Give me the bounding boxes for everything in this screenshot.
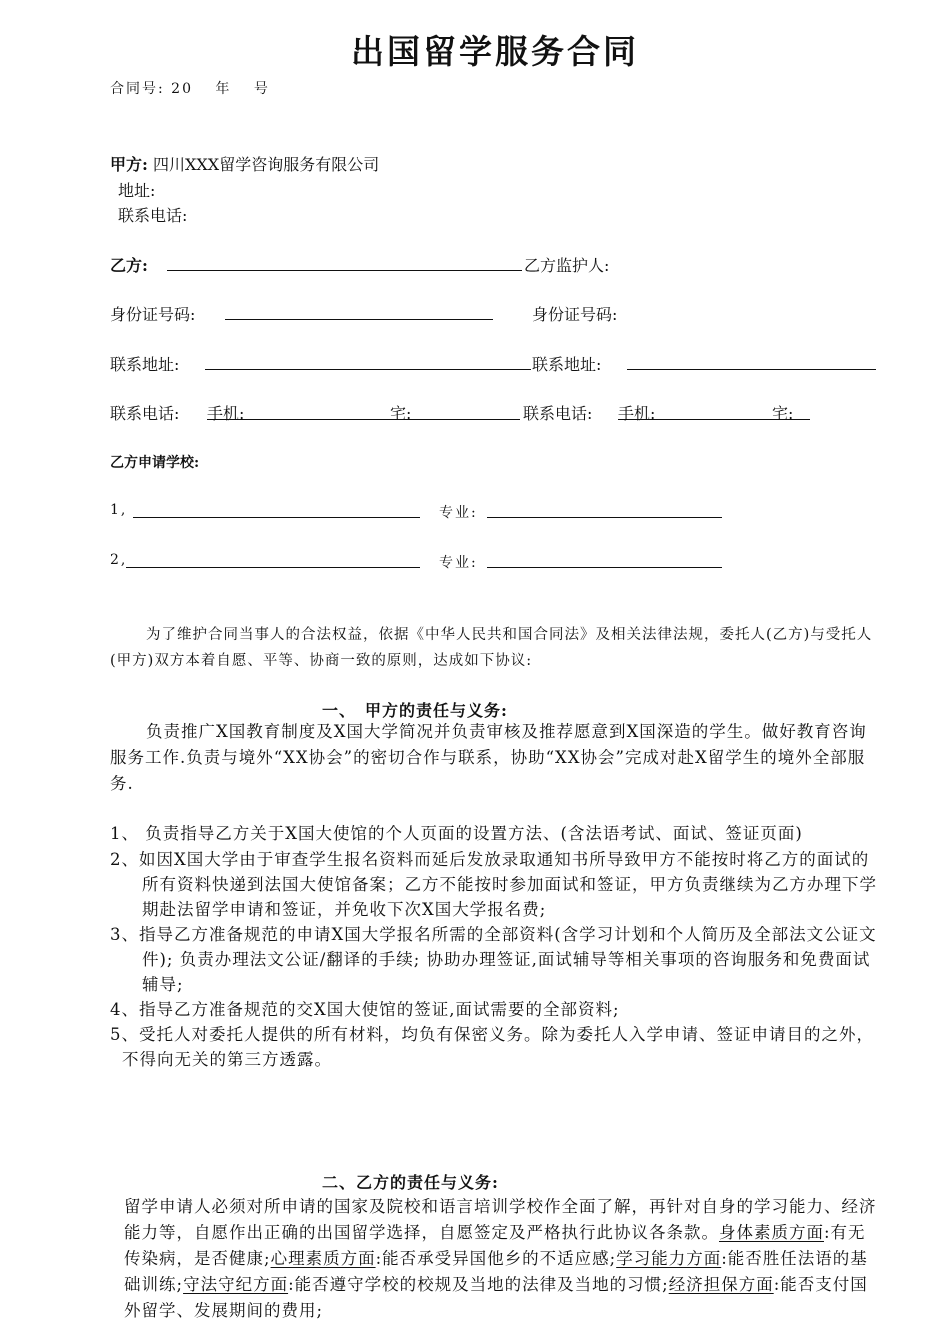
party-a-name: 四川XXX留学咨询服务有限公司	[153, 155, 380, 174]
section-1-item-4: 4、指导乙方准备规范的交X国大使馆的签证,面试需要的全部资料;	[110, 1000, 620, 1019]
term-psychological-desc: :能否承受异国他乡的不适应感;	[375, 1249, 617, 1268]
guardian-home-label: 宅:	[772, 404, 794, 423]
term-learning-desc: :能否胜任法语的基础训练;	[124, 1249, 868, 1294]
term-legal-desc: :能否遵守学校的校规及当地的法律及当地的习惯;	[288, 1275, 669, 1294]
term-learning: 学习能力方面	[616, 1249, 722, 1268]
party-a-line	[110, 152, 379, 175]
section-2-body	[124, 1194, 880, 1324]
school-2-major-label: 专业:	[439, 555, 478, 571]
party-b-mobile-label: 手机:	[207, 404, 245, 423]
guardian-phone-label: 联系电话:	[523, 404, 593, 423]
section-2-heading: 二、乙方的责任与义务:	[322, 1173, 499, 1192]
schools-heading: 乙方申请学校:	[110, 455, 200, 471]
school-2-field[interactable]	[126, 567, 420, 568]
section-1-item-2: 2、如因X国大学由于审查学生报名资料而延后发放录取通知书所导致甲方不能按时将乙方的面试的所有资料快递到法国大使馆备案；乙方不能按时参加面试和签证，甲方负责继续为乙方办理下学期赴法留学申请和签证，并免收下次X国大学报名费;	[110, 850, 877, 919]
term-psychological: 心理素质方面	[270, 1249, 376, 1268]
guardian-id-label: 身份证号码:	[532, 305, 618, 324]
party-b-phone-field[interactable]	[207, 419, 520, 420]
school-1-number: 1,	[110, 502, 128, 518]
party-a-label: 甲方:	[110, 155, 148, 174]
section-1-heading: 一、 甲方的责任与义务:	[322, 701, 508, 720]
party-b-name-field[interactable]	[167, 270, 522, 271]
party-b-id-field[interactable]	[225, 319, 493, 320]
school-1-major-field[interactable]	[487, 517, 722, 518]
contract-number: 合同号: 20 年 号	[110, 81, 270, 97]
section-2-intro: 留学申请人必须对所申请的国家及院校和语言培训学校作全面了解，再针对自身的学习能力、经济能力等，自愿作出正确的出国留学选择，自愿签定及严格执行此协议各条款。	[124, 1197, 877, 1242]
party-a-address-label: 地址:	[118, 181, 156, 200]
guardian-address-label: 联系地址:	[532, 355, 602, 374]
school-2-major-field[interactable]	[487, 567, 722, 568]
party-b-address-label: 联系地址:	[110, 355, 180, 374]
party-b-phone-label: 联系电话:	[110, 404, 180, 423]
party-a-phone-label: 联系电话:	[118, 206, 188, 225]
section-1-item-5: 5、受托人对委托人提供的所有材料，均负有保密义务。除为委托人入学申请、签证申请目的之外，不得向无关的第三方透露。	[110, 1025, 874, 1069]
term-financial-desc: :能否支付国外留学、发展期间的费用;	[124, 1275, 868, 1320]
party-b-address-field[interactable]	[205, 369, 531, 370]
guardian-mobile-label: 手机:	[618, 404, 656, 423]
school-1-field[interactable]	[133, 517, 420, 518]
section-1-item-3: 3、指导乙方准备规范的申请X国大学报名所需的全部资料(含学习计划和个人简历及全部法文公证文件); 负责办理法文公证/翻译的手续; 协助办理签证,面试辅导等相关事项的咨询服务和免费面试辅导;	[110, 925, 877, 994]
party-b-label: 乙方:	[110, 256, 148, 275]
school-1-major-label: 专业:	[439, 505, 478, 521]
section-1-item-1: 1、 负责指导乙方关于X国大使馆的个人页面的设置方法、(含法语考试、面试、签证页面)	[110, 824, 803, 843]
term-physical-desc: :有无传染病，是否健康;	[124, 1223, 866, 1268]
party-b-home-label: 宅:	[390, 404, 412, 423]
document-title: 出国留学服务合同	[351, 32, 639, 71]
party-b-guardian-label: 乙方监护人:	[524, 256, 610, 275]
party-b-id-label: 身份证号码:	[110, 305, 196, 324]
term-legal: 守法守纪方面	[183, 1275, 289, 1294]
section-1-intro: 负责推广X国教育制度及X国大学简况并负责审核及推荐愿意到X国深造的学生。做好教育咨询服务工作.负责与境外“XX协会”的密切合作与联系，协助“XX协会”完成对赴X留学生的境外全部服务.	[110, 722, 867, 793]
school-2-number: 2,	[110, 552, 128, 568]
preamble: 为了维护合同当事人的合法权益，依据《中华人民共和国合同法》及相关法律法规，委托人(乙方)与受托人(甲方)双方本着自愿、平等、协商一致的原则，达成如下协议:	[110, 627, 873, 669]
term-financial: 经济担保方面	[668, 1275, 774, 1294]
term-physical: 身体素质方面	[719, 1223, 824, 1242]
guardian-address-field[interactable]	[627, 369, 876, 370]
